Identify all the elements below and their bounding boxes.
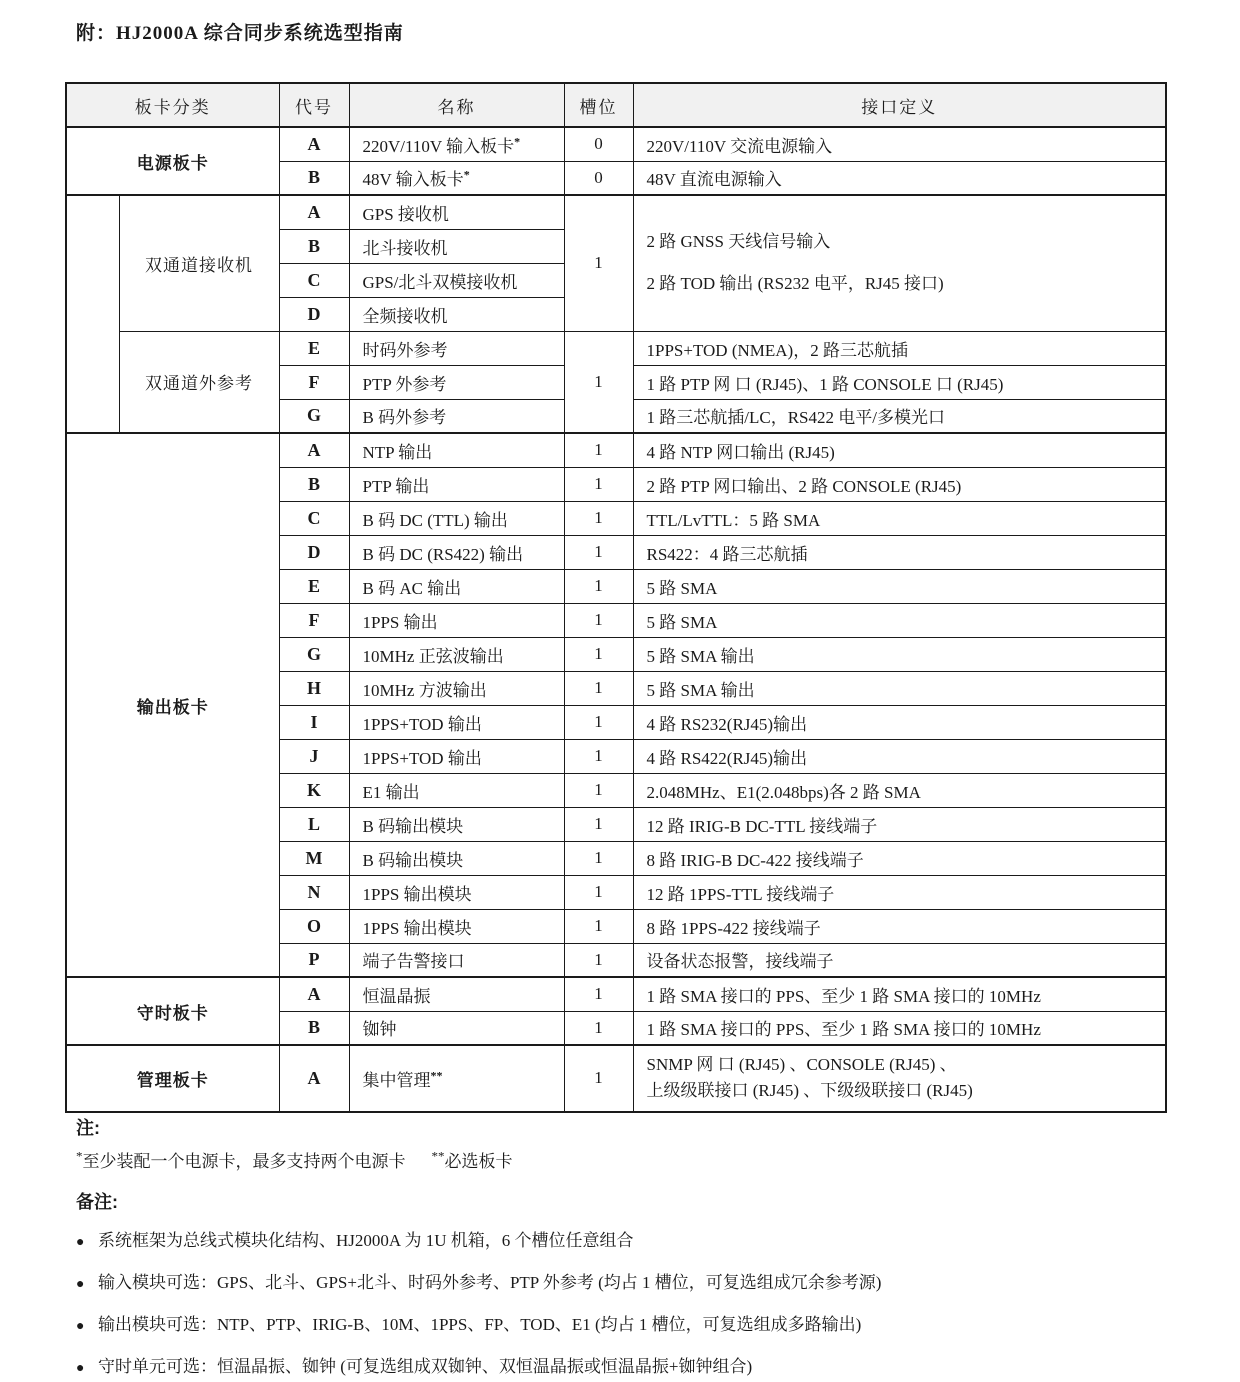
interface-cell: 8 路 IRIG-B DC-422 接线端子 xyxy=(633,841,1166,875)
name-cell: 10MHz 方波输出 xyxy=(349,671,564,705)
bullet-icon: ● xyxy=(76,1319,85,1334)
code-cell: N xyxy=(279,875,349,909)
code-cell: D xyxy=(279,535,349,569)
table-row xyxy=(66,127,1166,161)
name-cell: 1PPS 输出模块 xyxy=(349,875,564,909)
interface-cell: 8 路 1PPS-422 接线端子 xyxy=(633,909,1166,943)
name-cell: B 码输出模块 xyxy=(349,841,564,875)
slot-cell: 1 xyxy=(564,569,633,603)
slot-cell: 1 xyxy=(564,705,633,739)
interface-line: SNMP 网 口 (RJ45) 、CONSOLE (RJ45) 、 xyxy=(646,1055,957,1074)
code-cell: I xyxy=(279,705,349,739)
interface-cell: 220V/110V 交流电源输入 xyxy=(633,127,1166,161)
category-timekeeping: 守时板卡 xyxy=(66,977,279,1045)
code-cell: B xyxy=(279,161,349,195)
name-cell: E1 输出 xyxy=(349,773,564,807)
footnote-mark: ** xyxy=(430,1068,443,1083)
name-cell: B 码 DC (TTL) 输出 xyxy=(349,501,564,535)
code-cell: L xyxy=(279,807,349,841)
board-name: 集中管理 xyxy=(362,1070,431,1090)
name-cell: 1PPS 输出 xyxy=(349,603,564,637)
code-cell: H xyxy=(279,671,349,705)
name-cell: B 码外参考 xyxy=(349,399,564,433)
slot-cell: 1 xyxy=(564,977,633,1011)
name-cell: B 码 DC (RS422) 输出 xyxy=(349,535,564,569)
name-cell: 1PPS+TOD 输出 xyxy=(349,739,564,773)
name-cell: 北斗接收机 xyxy=(349,229,564,263)
interface-cell: 4 路 RS422(RJ45)输出 xyxy=(633,739,1166,773)
name-cell: 端子告警接口 xyxy=(349,943,564,977)
interface-cell: 2.048MHz、E1(2.048bps)各 2 路 SMA xyxy=(633,773,1166,807)
slot-cell: 1 xyxy=(564,637,633,671)
bullet-icon: ● xyxy=(76,1235,85,1250)
board-name: 48V 输入板卡 xyxy=(362,170,464,190)
interface-cell: 5 路 SMA 输出 xyxy=(633,637,1166,671)
table-row xyxy=(66,433,1166,467)
interface-cell: TTL/LvTTL：5 路 SMA xyxy=(633,501,1166,535)
slot-cell: 1 xyxy=(564,331,633,433)
code-cell: P xyxy=(279,943,349,977)
code-cell: G xyxy=(279,399,349,433)
slot-cell: 1 xyxy=(564,1045,633,1112)
slot-cell: 0 xyxy=(564,161,633,195)
name-cell: 1PPS+TOD 输出 xyxy=(349,705,564,739)
interface-cell: 12 路 1PPS-TTL 接线端子 xyxy=(633,875,1166,909)
code-cell: C xyxy=(279,263,349,297)
name-cell xyxy=(349,127,564,161)
code-cell: O xyxy=(279,909,349,943)
footnote-text: 至少装配一个电源卡，最多支持两个电源卡 xyxy=(82,1152,406,1171)
code-cell: B xyxy=(279,229,349,263)
name-cell: 10MHz 正弦波输出 xyxy=(349,637,564,671)
table-row xyxy=(66,195,1166,229)
interface-cell: 2 路 PTP 网口输出、2 路 CONSOLE (RJ45) xyxy=(633,467,1166,501)
name-cell: GPS/北斗双模接收机 xyxy=(349,263,564,297)
table-row xyxy=(66,977,1166,1011)
code-cell: E xyxy=(279,331,349,365)
remark-bullet-list xyxy=(76,1228,1176,1382)
slot-cell: 1 xyxy=(564,739,633,773)
slot-cell: 1 xyxy=(564,875,633,909)
name-cell: GPS 接收机 xyxy=(349,195,564,229)
interface-cell: RS422：4 路三芯航插 xyxy=(633,535,1166,569)
category-output: 输出板卡 xyxy=(66,433,279,977)
interface-line: 2 路 TOD 输出 (RS232 电平，RJ45 接口) xyxy=(646,274,944,294)
slot-cell: 1 xyxy=(564,195,633,331)
header-interface: 接口定义 xyxy=(633,83,1166,127)
code-cell: A xyxy=(279,1045,349,1112)
code-cell: K xyxy=(279,773,349,807)
slot-cell: 1 xyxy=(564,501,633,535)
category-receiver: 双通道接收机 xyxy=(119,195,279,331)
category-external-reference: 双通道外参考 xyxy=(119,331,279,433)
footnote-line xyxy=(76,1147,1176,1172)
bullet-text: 守时单元可选：恒温晶振、铷钟 (可复选组成双铷钟、双恒温晶振或恒温晶振+铷钟组合) xyxy=(98,1357,753,1376)
table-row xyxy=(66,331,1166,365)
bullet-icon: ● xyxy=(76,1277,85,1292)
code-cell: B xyxy=(279,467,349,501)
name-cell: 1PPS 输出模块 xyxy=(349,909,564,943)
code-cell: A xyxy=(279,195,349,229)
interface-cell: 4 路 NTP 网口输出 (RJ45) xyxy=(633,433,1166,467)
name-cell xyxy=(349,161,564,195)
name-cell: 时码外参考 xyxy=(349,331,564,365)
interface-cell: 12 路 IRIG-B DC-TTL 接线端子 xyxy=(633,807,1166,841)
remark-label: 备注: xyxy=(76,1192,118,1212)
page-title: 附：HJ2000A 综合同步系统选型指南 xyxy=(76,23,404,44)
slot-cell: 1 xyxy=(564,603,633,637)
footnote-mark: * xyxy=(514,134,521,149)
interface-cell: 4 路 RS232(RJ45)输出 xyxy=(633,705,1166,739)
code-cell: A xyxy=(279,127,349,161)
slot-cell: 1 xyxy=(564,773,633,807)
code-cell: F xyxy=(279,603,349,637)
code-cell: J xyxy=(279,739,349,773)
slot-cell: 1 xyxy=(564,433,633,467)
header-category: 板卡分类 xyxy=(66,83,279,127)
slot-cell: 1 xyxy=(564,467,633,501)
table-row xyxy=(66,1045,1166,1112)
interface-cell: 1 路 PTP 网 口 (RJ45)、1 路 CONSOLE 口 (RJ45) xyxy=(633,365,1166,399)
footnote-mark: * xyxy=(76,1148,83,1164)
slot-cell: 1 xyxy=(564,535,633,569)
name-cell: PTP 外参考 xyxy=(349,365,564,399)
slot-cell: 1 xyxy=(564,807,633,841)
notes-section xyxy=(76,1114,1176,1382)
interface-cell: 1PPS+TOD (NMEA)，2 路三芯航插 xyxy=(633,331,1166,365)
code-cell: A xyxy=(279,433,349,467)
interface-line: 上级级联接口 (RJ45) 、下级级联接口 (RJ45) xyxy=(646,1081,973,1101)
name-cell: NTP 输出 xyxy=(349,433,564,467)
name-cell xyxy=(349,1045,564,1112)
code-cell: G xyxy=(279,637,349,671)
interface-cell: 1 路三芯航插/LC，RS422 电平/多模光口 xyxy=(633,399,1166,433)
name-cell: 全频接收机 xyxy=(349,297,564,331)
name-cell: 恒温晶振 xyxy=(349,977,564,1011)
footnote-mark: * xyxy=(463,167,470,182)
slot-cell: 1 xyxy=(564,909,633,943)
interface-cell: 设备状态报警，接线端子 xyxy=(633,943,1166,977)
slot-cell: 0 xyxy=(564,127,633,161)
category-spacer-cell xyxy=(66,195,119,433)
table-header xyxy=(66,83,1166,127)
name-cell: B 码输出模块 xyxy=(349,807,564,841)
name-cell: B 码 AC 输出 xyxy=(349,569,564,603)
selection-guide-table xyxy=(65,82,1167,1113)
code-cell: A xyxy=(279,977,349,1011)
note-label: 注: xyxy=(76,1118,100,1138)
code-cell: C xyxy=(279,501,349,535)
category-power: 电源板卡 xyxy=(66,127,279,195)
board-name: 220V/110V 输入板卡 xyxy=(362,136,515,156)
bullet-text: 输出模块可选：NTP、PTP、IRIG-B、10M、1PPS、FP、TOD、E1 (均占 1 槽位，可复选组成多路输出) xyxy=(98,1315,862,1334)
footnote-mark: ** xyxy=(431,1148,445,1164)
name-cell: 铷钟 xyxy=(349,1011,564,1045)
interface-line: 2 路 GNSS 天线信号输入 xyxy=(646,231,831,251)
list-item xyxy=(76,1354,1176,1382)
bullet-icon: ● xyxy=(76,1361,85,1376)
slot-cell: 1 xyxy=(564,1011,633,1045)
slot-cell: 1 xyxy=(564,943,633,977)
code-cell: B xyxy=(279,1011,349,1045)
header-slot: 槽位 xyxy=(564,83,633,127)
interface-cell: 5 路 SMA xyxy=(633,569,1166,603)
list-item xyxy=(76,1228,1176,1256)
footnote-text: 必选板卡 xyxy=(444,1152,513,1171)
category-management: 管理板卡 xyxy=(66,1045,279,1112)
name-cell: PTP 输出 xyxy=(349,467,564,501)
interface-cell: 5 路 SMA 输出 xyxy=(633,671,1166,705)
list-item xyxy=(76,1270,1176,1298)
interface-cell: 1 路 SMA 接口的 PPS、至少 1 路 SMA 接口的 10MHz xyxy=(633,977,1166,1011)
bullet-text: 输入模块可选：GPS、北斗、GPS+北斗、时码外参考、PTP 外参考 (均占 1 槽位，可复选组成冗余参考源) xyxy=(98,1273,882,1292)
list-item xyxy=(76,1312,1176,1340)
code-cell: F xyxy=(279,365,349,399)
code-cell: E xyxy=(279,569,349,603)
slot-cell: 1 xyxy=(564,841,633,875)
header-code: 代号 xyxy=(279,83,349,127)
interface-cell xyxy=(633,1045,1166,1112)
interface-cell: 5 路 SMA xyxy=(633,603,1166,637)
interface-cell xyxy=(633,195,1166,331)
slot-cell: 1 xyxy=(564,671,633,705)
bullet-text: 系统框架为总线式模块化结构、HJ2000A 为 1U 机箱，6 个槽位任意组合 xyxy=(98,1231,634,1250)
interface-cell: 48V 直流电源输入 xyxy=(633,161,1166,195)
header-name: 名称 xyxy=(349,83,564,127)
interface-cell: 1 路 SMA 接口的 PPS、至少 1 路 SMA 接口的 10MHz xyxy=(633,1011,1166,1045)
code-cell: D xyxy=(279,297,349,331)
code-cell: M xyxy=(279,841,349,875)
